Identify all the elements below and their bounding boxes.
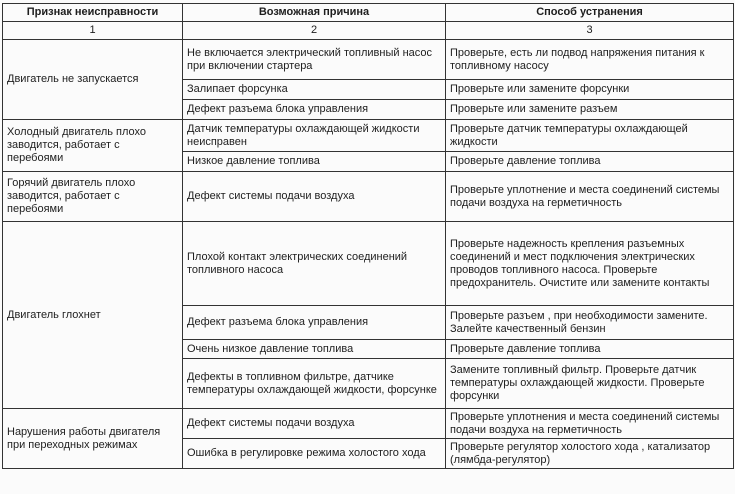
cause-cell: Ошибка в регулировке режима холостого хода (183, 439, 446, 469)
remedy-cell: Проверьте давление топлива (446, 152, 734, 172)
remedy-cell: Проверьте разъем , при необходимости замените. Залейте качественный бензин (446, 306, 734, 340)
symptom-cell: Нарушения работы двигателя при переходных режимах (3, 409, 183, 469)
column-number: 2 (183, 22, 446, 40)
cause-cell: Дефекты в топливном фильтре, датчике температуры охлаждающей жидкости, форсунке (183, 359, 446, 409)
cause-cell: Очень низкое давление топлива (183, 340, 446, 359)
remedy-cell: Проверьте или замените разъем (446, 100, 734, 120)
header-remedy: Способ устранения (446, 4, 734, 22)
header-cause: Возможная причина (183, 4, 446, 22)
remedy-cell: Проверьте давление топлива (446, 340, 734, 359)
header-row (3, 4, 734, 22)
cause-cell: Не включается электрический топливный насос при включении стартера (183, 40, 446, 80)
table-row (3, 40, 734, 80)
symptom-cell: Горячий двигатель плохо заводится, работает с перебоями (3, 172, 183, 222)
remedy-cell: Проверьте уплотнение и места соединений системы подачи воздуха на герметичность (446, 172, 734, 222)
remedy-cell: Замените топливный фильтр. Проверьте датчик температуры охлаждающей жидкости. Проверьте форсунки (446, 359, 734, 409)
column-number: 1 (3, 22, 183, 40)
remedy-cell: Проверьте, есть ли подвод напряжения питания к топливному насосу (446, 40, 734, 80)
column-number: 3 (446, 22, 734, 40)
cause-cell: Дефект разъема блока управления (183, 100, 446, 120)
header-symptom: Признак неисправности (3, 4, 183, 22)
remedy-cell: Проверьте регулятор холостого хода , катализатор (лямбда-регулятор) (446, 439, 734, 469)
symptom-cell: Двигатель не запускается (3, 40, 183, 120)
table-row (3, 409, 734, 439)
remedy-cell: Проверьте надежность крепления разъемных соединений и мест подключения электрических проводов топливного насоса. Проверьте предохранитель. Очистите или замените контакты (446, 222, 734, 306)
remedy-cell: Проверьте датчик температуры охлаждающей жидкости (446, 120, 734, 152)
symptom-cell: Холодный двигатель плохо заводится, работает с перебоями (3, 120, 183, 172)
symptom-cell: Двигатель глохнет (3, 222, 183, 409)
cause-cell: Плохой контакт электрических соединений топливного насоса (183, 222, 446, 306)
cause-cell: Дефект системы подачи воздуха (183, 409, 446, 439)
table-row (3, 172, 734, 222)
cause-cell: Дефект разъема блока управления (183, 306, 446, 340)
cause-cell: Датчик температуры охлаждающей жидкости неисправен (183, 120, 446, 152)
table-row (3, 120, 734, 152)
cause-cell: Низкое давление топлива (183, 152, 446, 172)
remedy-cell: Проверьте или замените форсунки (446, 80, 734, 100)
cause-cell: Дефект системы подачи воздуха (183, 172, 446, 222)
cause-cell: Залипает форсунка (183, 80, 446, 100)
column-number-row (3, 22, 734, 40)
troubleshooting-table (2, 3, 734, 469)
table-row (3, 222, 734, 306)
remedy-cell: Проверьте уплотнения и места соединений системы подачи воздуха на герметичность (446, 409, 734, 439)
